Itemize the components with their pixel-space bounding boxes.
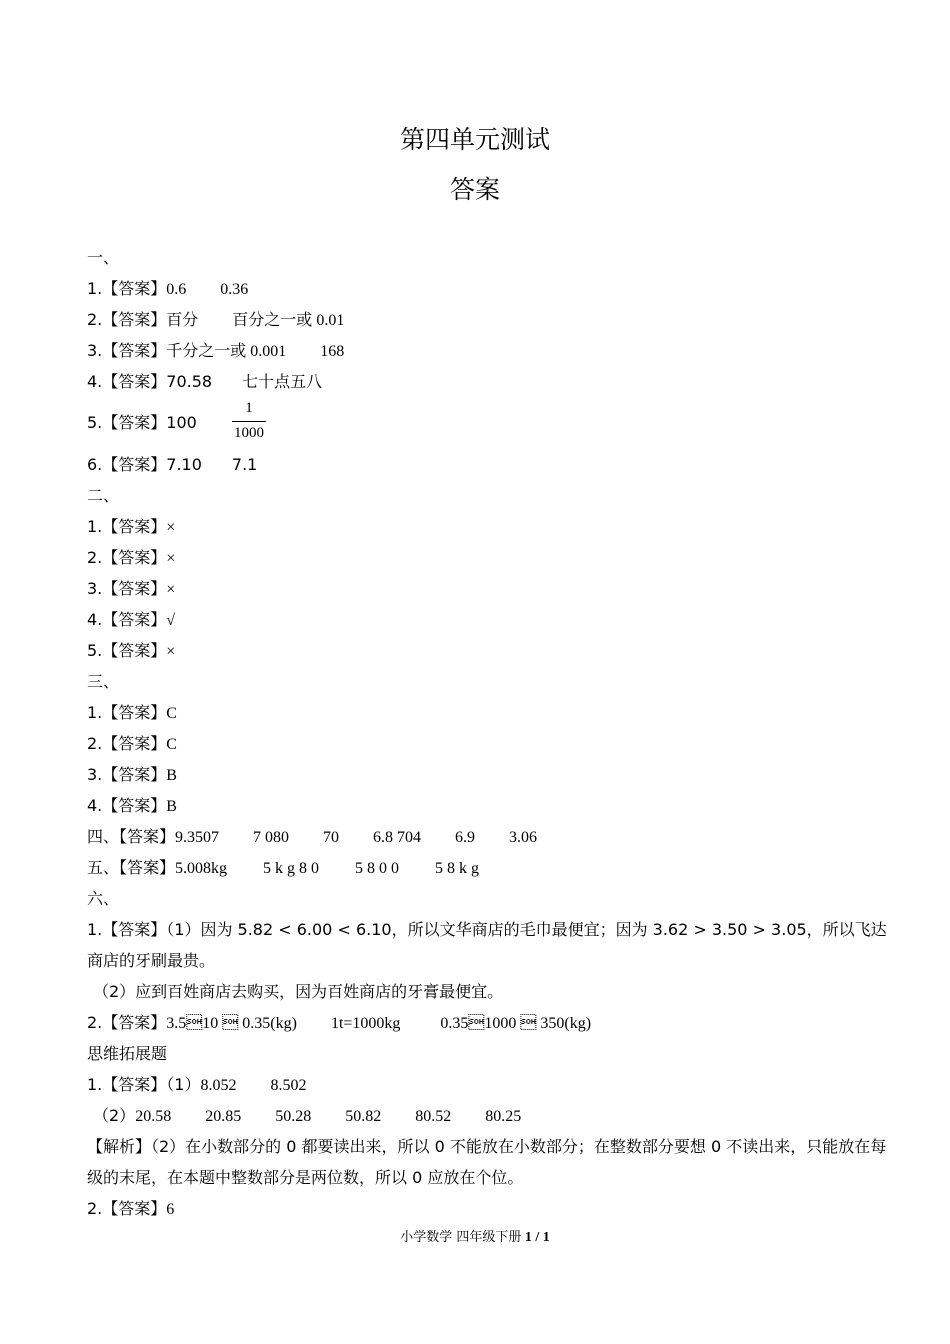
page-subtitle: 答案 — [449, 175, 500, 204]
s6-q2: 2.【答案】3.510  0.35(kg) 1t=1000kg 0.351000  350(kg) — [87, 1013, 592, 1032]
s2-item: 2.【答案】× — [87, 548, 176, 567]
fraction-numerator: 1 — [245, 400, 253, 416]
page-number: 1 / 1 — [524, 1230, 550, 1245]
s1-q1: 1.【答案】0.6 0.36 — [87, 279, 249, 298]
s1-q4: 4.【答案】70.58 七十点五八 — [87, 372, 323, 391]
s3-item: 3.【答案】B — [87, 765, 177, 784]
analysis-paragraph: 【解析】（2）在小数部分的 0 都要读出来，所以 0 不能放在小数部分；在整数部分要想 0 不读出来，只能放在每级的末尾，在本题中整数部分是两位数，所以 0 应放在个位。 — [87, 1137, 887, 1187]
fraction-denominator: 1000 — [234, 425, 264, 441]
page-footer — [0, 1226, 950, 1246]
s1-q5: 5.【答案】100 1 1000 — [87, 397, 892, 449]
answer-content — [87, 242, 892, 1224]
s1-q3: 3.【答案】千分之一或 0.001 168 — [87, 341, 345, 360]
ext-q1-part2: （2）20.58 20.85 50.28 50.82 80.52 80.25 — [93, 1106, 522, 1125]
fraction-bar — [232, 421, 266, 422]
section-2-heading: 二、 — [87, 486, 120, 505]
ext-q1: 1.【答案】（1）8.052 8.502 — [87, 1075, 307, 1094]
s1-q2: 2.【答案】百分 百分之一或 0.01 — [87, 310, 345, 329]
s3-item: 2.【答案】C — [87, 734, 177, 753]
s6-q1-paragraph: 1.【答案】（1）因为 5.82 < 6.00 < 6.10，所以文华商店的毛巾最便宜；因为 3.62 > 3.50 > 3.05，所以飞达商店的牙刷最贵。 — [87, 920, 887, 970]
footer-text: 小学数学 四年级下册 — [400, 1230, 522, 1245]
s2-item: 4.【答案】√ — [87, 610, 176, 629]
s6-q1-part2: （2）应到百姓商店去购买，因为百姓商店的牙膏最便宜。 — [93, 982, 504, 1001]
s3-item: 4.【答案】B — [87, 796, 177, 815]
s2-item: 5.【答案】× — [87, 641, 176, 660]
extension-heading: 思维拓展题 — [87, 1044, 168, 1063]
s3-item: 1.【答案】C — [87, 703, 177, 722]
section-4-answers: 四、【答案】9.3507 7 080 70 6.8 704 6.9 3.06 — [87, 827, 538, 846]
ext-q2: 2.【答案】6 — [87, 1199, 175, 1218]
section-3-heading: 三、 — [87, 672, 120, 691]
s2-item: 3.【答案】× — [87, 579, 176, 598]
s2-item: 1.【答案】× — [87, 517, 176, 536]
s1-q6: 6.【答案】7.10 7.1 — [87, 455, 258, 474]
section-1-heading: 一、 — [87, 248, 120, 267]
section-5-answers: 五、【答案】5.008kg 5 k g 8 0 5 8 0 0 5 8 k g — [87, 858, 480, 877]
page-title: 第四单元测试 — [399, 125, 550, 154]
section-6-heading: 六、 — [87, 889, 120, 908]
